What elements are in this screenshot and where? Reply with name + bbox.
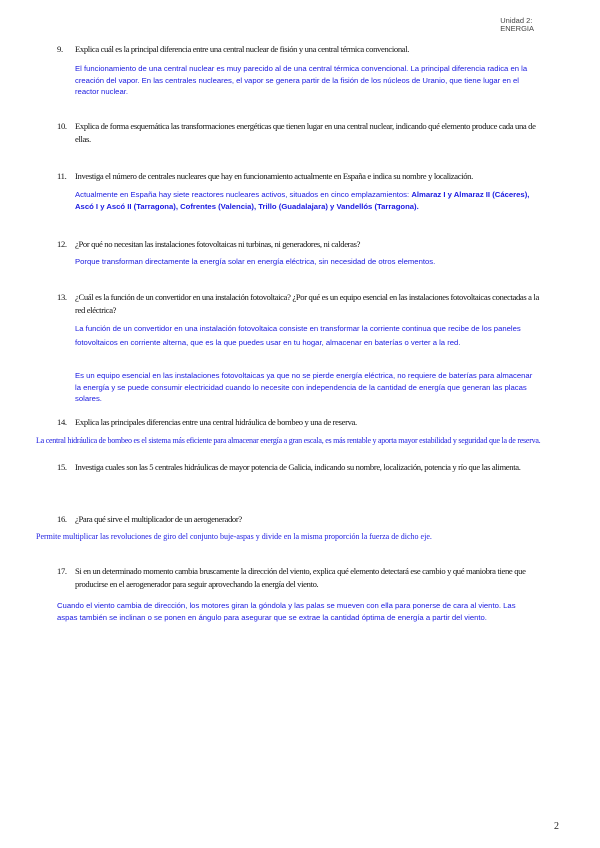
answer-12: Porque transforman directamente la energía solar en energía eléctrica, sin necesidad de otros elementos.	[75, 257, 436, 266]
question-text: ¿Por qué no necesitan las instalaciones fotovoltaicas ni turbinas, ni generadores, ni calderas?	[75, 239, 361, 249]
question-number: 9.	[57, 44, 63, 54]
question-number: 11.	[57, 171, 67, 181]
question-text: Investiga el número de centrales nucleares que hay en funcionamiento actualmente en España e indica su nombre y localización.	[75, 171, 473, 181]
question-15	[57, 461, 543, 474]
question-14	[57, 416, 543, 429]
question-number: 10.	[57, 121, 67, 131]
answer-14: La central hidráulica de bombeo es el sistema más eficiente para almacenar energía a gran escala, es más rentable y aporta mayor estabilidad y seguridad que la de reserva.	[36, 436, 541, 445]
question-number: 17.	[57, 566, 67, 576]
answer-13-function: La función de un convertidor en una instalación fotovoltaica consiste en transformar la corriente continua que recibe de los paneles fotovoltaicos en corriente alterna, que es la que puedes usar en tu hogar, almacenar en baterías o verter a la red.	[75, 324, 521, 347]
answer-11	[75, 189, 541, 212]
question-17	[57, 565, 543, 591]
question-16	[57, 513, 543, 526]
unit-header-line1: Unidad 2:	[500, 16, 533, 25]
question-number: 15.	[57, 462, 67, 472]
question-text: ¿Para qué sirve el multiplicador de un aerogenerador?	[75, 514, 242, 524]
question-number: 14.	[57, 417, 67, 427]
page-number: 2	[554, 821, 559, 832]
question-12	[57, 238, 543, 251]
question-text: Investiga cuales son las 5 centrales hidráulicas de mayor potencia de Galicia, indicando su nombre, localización, potencia y río que las alimenta.	[75, 462, 521, 472]
question-9	[57, 43, 543, 56]
answer-17: Cuando el viento cambia de dirección, los motores giran la góndola y las palas se mueven con ella para ponerse de cara al viento. Las aspas también se inclinan o se ponen en ángulo para asegurar que se extrae la cantidad óptima de energía a partir del viento.	[57, 601, 516, 622]
unit-header	[500, 17, 534, 33]
answer-11-plants: Almaraz I y Almaraz II (Cáceres), Ascó I y Ascó II (Tarragona), Cofrentes (Valencia), Trillo (Guadalajara) y Vandellós (Tarragona).	[75, 190, 530, 211]
question-text: Explica de forma esquemática las transformaciones energéticas que tienen lugar en una central nuclear, indicando qué elemento produce cada una de ellas.	[75, 121, 536, 144]
answer-11-text: Actualmente en España hay siete reactores nucleares activos, situados en cinco emplazamientos:	[75, 190, 412, 199]
question-number: 12.	[57, 239, 67, 249]
question-13	[57, 291, 543, 317]
answer-13-essential: Es un equipo esencial en las instalaciones fotovoltaicas ya que no se pierde energía eléctrica, no requiere de baterías para almacenar la energía y se puede consumir electricidad cuando lo necesite con independencia de la cantidad de energía que generan las placas solares.	[75, 371, 533, 403]
question-text: Si en un determinado momento cambia bruscamente la dirección del viento, explica qué elemento detectará ese cambio y qué maniobra tiene que producirse en el aerogenerador para seguir aprovechando la energía del viento.	[75, 566, 526, 589]
question-number: 16.	[57, 514, 67, 524]
unit-header-line2: ENERGIA	[500, 24, 534, 33]
question-text: ¿Cuál es la función de un convertidor en una instalación fotovoltaica? ¿Por qué es un equipo esencial en las instalaciones fotovoltaicas conectadas a la red eléctrica?	[75, 292, 539, 315]
question-11	[57, 170, 543, 183]
question-text: Explica cuál es la principal diferencia entre una central nuclear de fisión y una central térmica convencional.	[75, 44, 410, 54]
answer-9: El funcionamiento de una central nuclear es muy parecido al de una central térmica convencional. La principal diferencia radica en la creación del vapor. En las centrales nucleares, el vapor se genera partir de la fisión de los núcleos de Uranio, que tiene lugar en el reactor nuclear.	[75, 64, 528, 96]
answer-16: Permite multiplicar las revoluciones de giro del conjunto buje-aspas y divide en la misma proporción la fuerza de dicho eje.	[36, 532, 432, 541]
question-text: Explica las principales diferencias entre una central hidráulica de bombeo y una de reserva.	[75, 417, 357, 427]
question-10	[57, 120, 543, 146]
question-number: 13.	[57, 292, 67, 302]
